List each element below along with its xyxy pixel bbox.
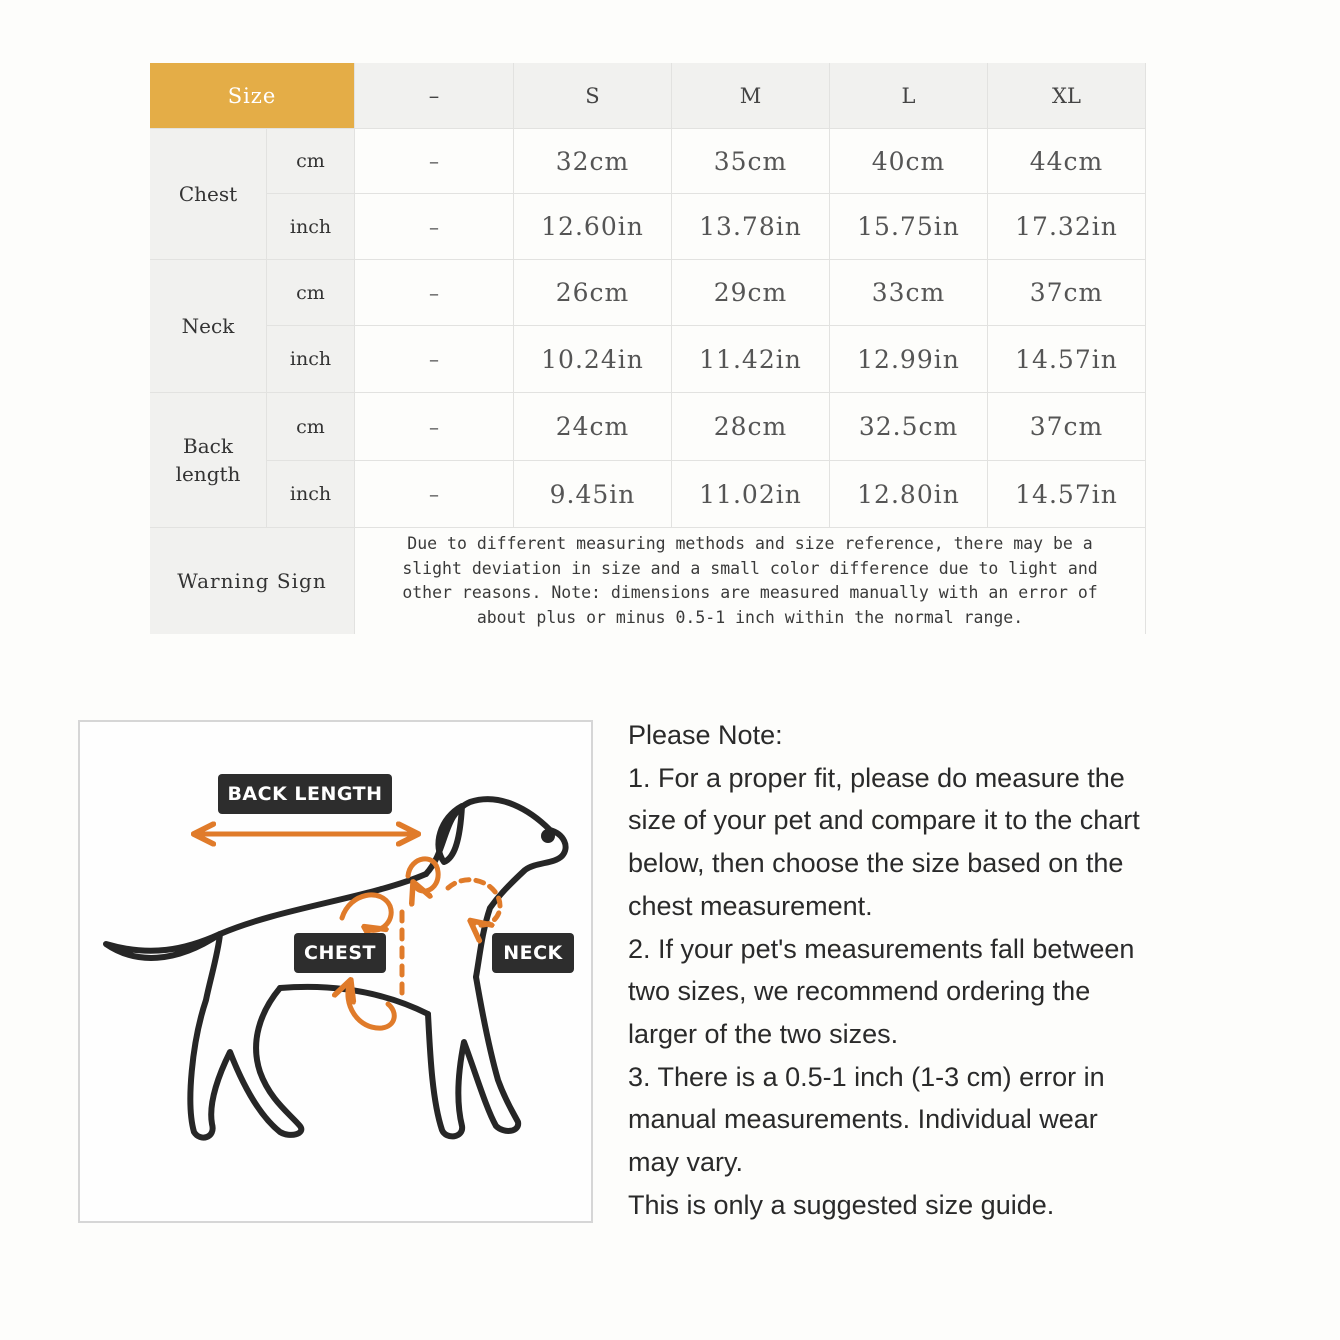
value-cell: 9.45in xyxy=(514,461,672,528)
dash-cell: – xyxy=(355,129,514,194)
value-cell: 35cm xyxy=(672,129,830,194)
row-group-label-chest: Chest xyxy=(150,129,267,260)
dash-cell: – xyxy=(355,260,514,326)
chest-tag: CHEST xyxy=(294,933,386,973)
unit-label: cm xyxy=(267,129,355,194)
value-cell: 13.78in xyxy=(672,194,830,260)
value-cell: 40cm xyxy=(830,129,988,194)
column-header-dash: – xyxy=(355,63,514,129)
dash-cell: – xyxy=(355,461,514,528)
value-cell: 32cm xyxy=(514,129,672,194)
column-header-s: S xyxy=(514,63,672,129)
warning-text: Due to different measuring methods and size reference, there may be a slight deviation in size and a small color difference due to light and other reasons. Note: dimensions are measured manually with an error of about plus or minus 0.5-1 inch within the normal range. xyxy=(355,528,1146,634)
column-header-xl: XL xyxy=(988,63,1146,129)
value-cell: 37cm xyxy=(988,260,1146,326)
value-cell: 12.99in xyxy=(830,326,988,393)
value-cell: 44cm xyxy=(988,129,1146,194)
unit-label: cm xyxy=(267,393,355,461)
size-table xyxy=(150,63,1146,634)
note-line: 2. If your pet's measurements fall between xyxy=(628,933,1135,964)
note-line: below, then choose the size based on the xyxy=(628,848,1124,879)
row-group-label-back-length: Back length xyxy=(150,393,267,528)
value-cell: 12.60in xyxy=(514,194,672,260)
value-cell: 11.42in xyxy=(672,326,830,393)
unit-label: inch xyxy=(267,326,355,393)
value-cell: 33cm xyxy=(830,260,988,326)
column-header-l: L xyxy=(830,63,988,129)
dash-cell: – xyxy=(355,326,514,393)
warning-sign-label: Warning Sign xyxy=(150,528,355,634)
unit-label: inch xyxy=(267,461,355,528)
note-line: size of your pet and compare it to the chart xyxy=(628,805,1140,836)
value-cell: 32.5cm xyxy=(830,393,988,461)
value-cell: 14.57in xyxy=(988,461,1146,528)
value-cell: 11.02in xyxy=(672,461,830,528)
unit-label: inch xyxy=(267,194,355,260)
value-cell: 26cm xyxy=(514,260,672,326)
neck-tag: NECK xyxy=(492,933,574,973)
value-cell: 37cm xyxy=(988,393,1146,461)
value-cell: 29cm xyxy=(672,260,830,326)
value-cell: 17.32in xyxy=(988,194,1146,260)
value-cell: 24cm xyxy=(514,393,672,461)
dog-measurement-diagram xyxy=(78,720,593,1223)
note-line: This is only a suggested size guide. xyxy=(628,1189,1055,1220)
note-line: chest measurement. xyxy=(628,890,873,921)
value-cell: 14.57in xyxy=(988,326,1146,393)
value-cell: 15.75in xyxy=(830,194,988,260)
value-cell: 28cm xyxy=(672,393,830,461)
note-line: two sizes, we recommend ordering the xyxy=(628,976,1091,1007)
note-line: 3. There is a 0.5-1 inch (1-3 cm) error in xyxy=(628,1061,1105,1092)
note-title: Please Note: xyxy=(628,720,783,750)
please-note-section xyxy=(628,714,1318,1226)
value-cell: 10.24in xyxy=(514,326,672,393)
size-header-cell: Size xyxy=(150,63,355,129)
column-header-m: M xyxy=(672,63,830,129)
value-cell: 12.80in xyxy=(830,461,988,528)
note-line: 1. For a proper fit, please do measure the xyxy=(628,762,1125,793)
note-line: manual measurements. Individual wear xyxy=(628,1104,1098,1135)
dash-cell: – xyxy=(355,194,514,260)
note-line: larger of the two sizes. xyxy=(628,1018,899,1049)
note-line: may vary. xyxy=(628,1147,744,1178)
unit-label: cm xyxy=(267,260,355,326)
dash-cell: – xyxy=(355,393,514,461)
row-group-label-neck: Neck xyxy=(150,260,267,393)
back-length-tag: BACK LENGTH xyxy=(218,774,392,814)
